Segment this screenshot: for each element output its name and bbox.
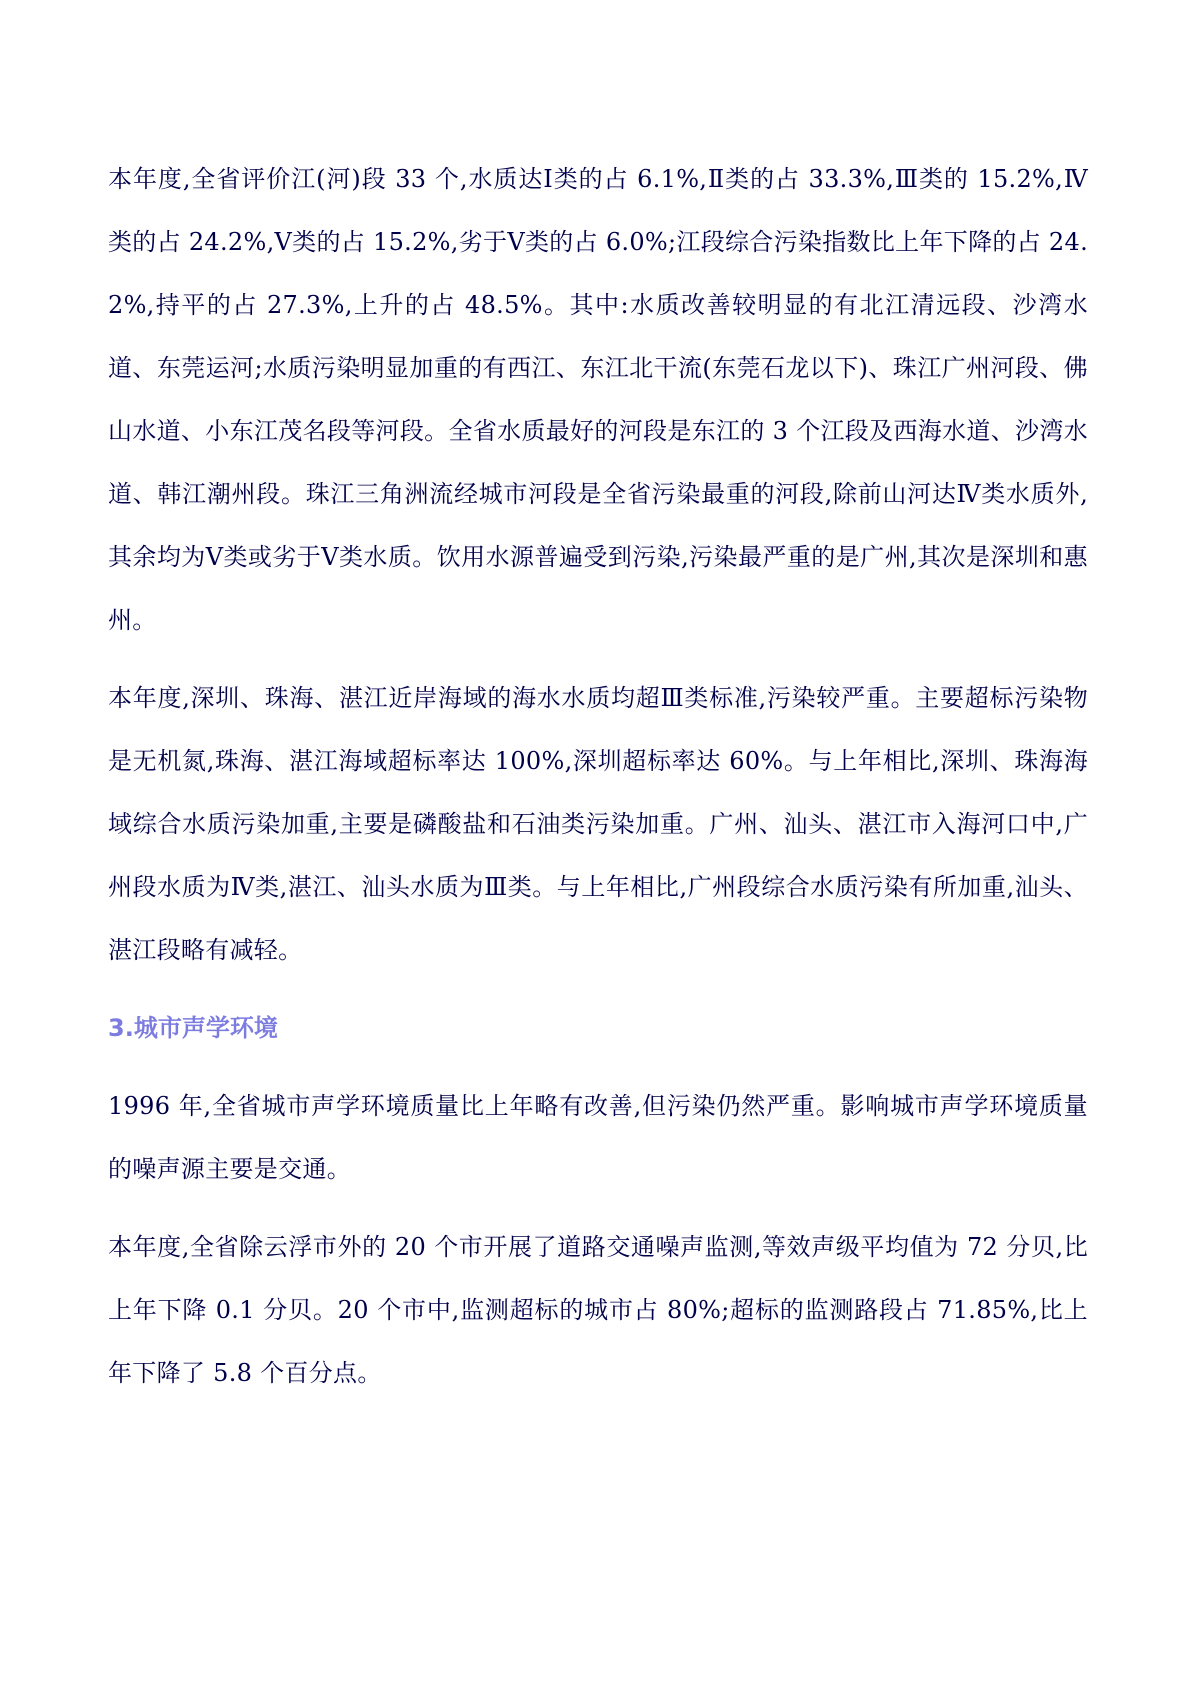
paragraph-traffic-noise: 本年度,全省除云浮市外的 20 个市开展了道路交通噪声监测,等效声级平均值为 72 分贝,比上年下降 0.1 分贝。20 个市中,监测超标的城市占 80%;超标的监测路段占 71.85%,比上年下降了 5.8 个百分点。 [108, 1233, 1088, 1387]
paragraph-river-water-quality: 本年度,全省评价江(河)段 33 个,水质达Ⅰ类的占 6.1%,Ⅱ类的占 33.3%,Ⅲ类的 15.2%,Ⅳ类的占 24.2%,Ⅴ类的占 15.2%,劣于Ⅴ类的占 6.0%;江段综合污染指数比上年下降的占 24.2%,持平的占 27.3%,上升的占 48.5%。其中:水质改善较明显的有北江清远段、沙湾水道、东莞运河;水质污染明显加重的有西江、东江北干流(东莞石龙以下)、珠江广州河段、佛山水道、小东江茂名段等河段。全省水质最好的河段是东江的 3 个江段及西海水道、沙湾水道、韩江潮州段。珠江三角洲流经城市河段是全省污染最重的河段,除前山河达Ⅳ类水质外,其余均为Ⅴ类或劣于Ⅴ类水质。饮用水源普遍受到污染,污染最严重的是广州,其次是深圳和惠州。 [108, 165, 1088, 634]
document-body [108, 148, 1088, 1405]
section-heading: 3.城市声学环境 [108, 1014, 278, 1042]
paragraph-acoustic-overview: 1996 年,全省城市声学环境质量比上年略有改善,但污染仍然严重。影响城市声学环境质量的噪声源主要是交通。 [108, 1092, 1088, 1183]
paragraph-coastal-water-quality: 本年度,深圳、珠海、湛江近岸海域的海水水质均超Ⅲ类标准,污染较严重。主要超标污染物是无机氮,珠海、湛江海域超标率达 100%,深圳超标率达 60%。与上年相比,深圳、珠海海域综合水质污染加重,主要是磷酸盐和石油类污染加重。广州、汕头、湛江市入海河口中,广州段水质为Ⅳ类,湛江、汕头水质为Ⅲ类。与上年相比,广州段综合水质污染有所加重,汕头、湛江段略有减轻。 [108, 684, 1088, 964]
